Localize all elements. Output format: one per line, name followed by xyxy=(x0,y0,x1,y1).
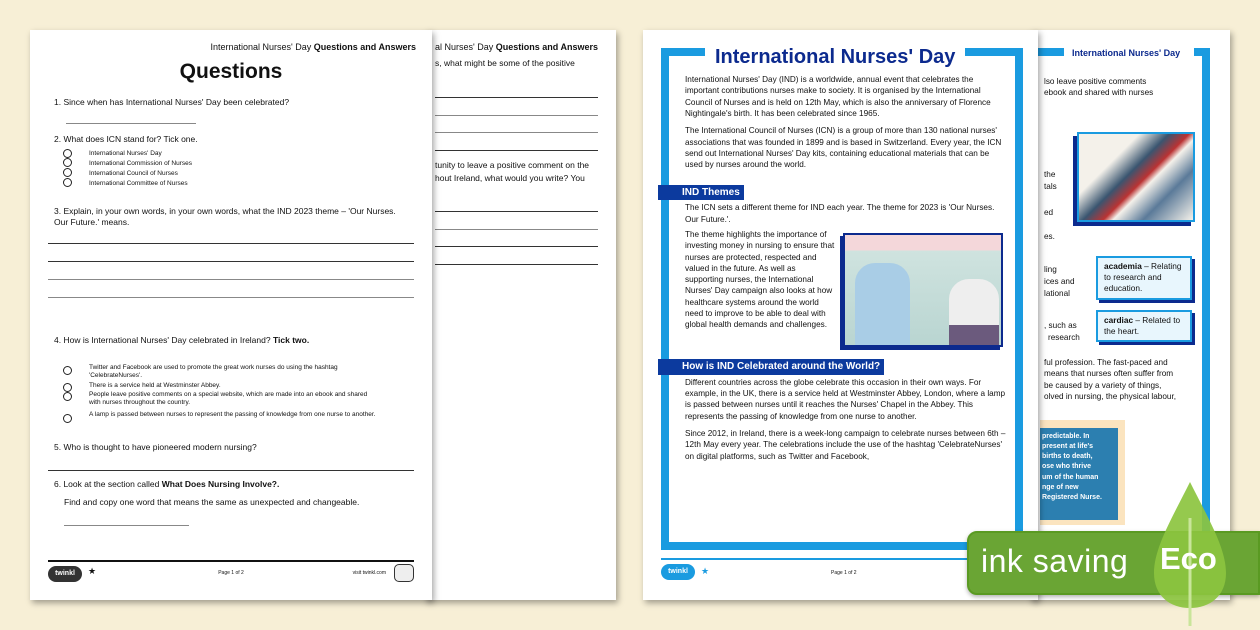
glossary-term: cardiac xyxy=(1104,315,1134,325)
body-text: lso leave positive comments ebook and shared with nurses xyxy=(1044,77,1154,98)
question-text: 4. How is International Nurses' Day celebrated in Ireland? xyxy=(54,335,271,345)
glossary-cardiac xyxy=(1096,310,1192,342)
question-4 xyxy=(54,335,412,346)
option-label: A lamp is passed between nurses to represent the passing of knowledge from one nurse to another. xyxy=(89,411,376,418)
answer-line xyxy=(435,150,598,151)
question-bold: What Does Nursing Involve?. xyxy=(161,479,280,489)
nurse-vaccination-image xyxy=(843,233,1003,347)
option-label: Twitter and Facebook are used to promote the great work nurses do using the hashtag 'CelebrateNurses'. xyxy=(89,364,338,380)
text-fragment: research xyxy=(1048,333,1080,342)
question-6-instruction: Find and copy one word that means the same as unexpected and changeable. xyxy=(64,497,360,507)
section-heading-themes: IND Themes xyxy=(658,185,744,201)
answer-line xyxy=(435,115,598,116)
answer-line xyxy=(48,279,414,280)
radio-option[interactable] xyxy=(63,366,72,375)
radio-option[interactable] xyxy=(63,149,72,158)
radio-option[interactable] xyxy=(63,178,72,187)
glossary-definition: – Related to the heart. xyxy=(1104,315,1181,337)
fact-sheet-content xyxy=(682,74,1007,468)
text-fragment: , such as xyxy=(1044,321,1077,330)
twinkl-logo: twinkl xyxy=(661,564,695,580)
twinkl-logo: twinkl xyxy=(48,566,82,582)
option-label: There is a service held at Westminster Abbey. xyxy=(89,382,221,389)
body-text: ful profession. The fast-paced and means that nurses often suffer from be caused by a variety of things, olved in nursing, the physical labour, xyxy=(1044,358,1176,401)
radio-option[interactable] xyxy=(63,168,72,177)
questions-page-1 xyxy=(30,30,432,600)
header-bold: Questions and Answers xyxy=(495,42,598,52)
patient-figure xyxy=(949,279,999,345)
text-fragment: ling xyxy=(1044,265,1057,274)
page-number: Page 1 of 2 xyxy=(831,570,857,576)
text-fragment: tals xyxy=(1044,182,1057,191)
answer-line xyxy=(435,229,598,230)
answer-line xyxy=(435,211,598,212)
radio-option[interactable] xyxy=(63,383,72,392)
quote-box xyxy=(1040,420,1125,525)
option-label: International Council of Nurses xyxy=(89,170,178,177)
theme-row xyxy=(685,229,1007,347)
header-bold: Questions and Answers xyxy=(313,42,416,52)
answer-line xyxy=(435,246,598,247)
option-label: International Commission of Nurses xyxy=(89,160,192,167)
page-number: Page 1 of 2 xyxy=(218,570,244,576)
header-text: al Nurses' Day xyxy=(435,42,494,52)
badge-label: ink saving xyxy=(981,543,1129,579)
glossary-definition: – Relating to research and education. xyxy=(1104,261,1182,294)
question-2: 2. What does ICN stand for? Tick one. xyxy=(54,134,198,144)
question-5: 5. Who is thought to have pioneered modern nursing? xyxy=(54,442,257,452)
question-text: s, what might be some of the positive xyxy=(435,58,575,68)
text-fragment: ices and xyxy=(1044,277,1075,286)
answer-line xyxy=(435,132,598,133)
question-1: 1. Since when has International Nurses' Day been celebrated? xyxy=(54,97,290,107)
question-text: 6. Look at the section called xyxy=(54,479,160,489)
page-header xyxy=(435,42,598,52)
question-6 xyxy=(54,479,412,490)
nurse-figure xyxy=(855,263,910,345)
text-fragment: lational xyxy=(1044,289,1070,298)
themes-paragraph: The ICN sets a different theme for IND each year. The theme for 2023 is 'Our Nurses. Our Future.'. xyxy=(685,203,995,224)
option-label: People leave positive comments on a special website, which are made into an ebook and shared with nurses throughout the country. xyxy=(89,391,368,407)
radio-option[interactable] xyxy=(63,158,72,167)
radio-option[interactable] xyxy=(63,414,72,423)
radio-option[interactable] xyxy=(63,392,72,401)
text-fragment: es. xyxy=(1044,232,1055,241)
florence-nightingale-image xyxy=(1077,132,1195,222)
site-link[interactable]: visit twinkl.com xyxy=(352,570,386,576)
header-text: International Nurses' Day xyxy=(210,42,312,52)
answer-line xyxy=(48,261,414,262)
theme-detail-paragraph: The theme highlights the importance of investing money in nursing to ensure that nurses are protected, respected and valued in the future. As well as supporting nurses, the International Nurses' Day campaign also looks at how healthcare systems around the world need to improve to be able to deal with global health demands and challenges. xyxy=(685,229,835,330)
page-header xyxy=(211,42,417,52)
icn-paragraph: The International Council of Nurses (ICN) is a group of more than 130 national nurses' associations that was founded in 1899 and is based in Switzerland. Every year, the ICN send out International Nurses' Day kits, containing educational materials that can be used by nurses around the world. xyxy=(685,126,1002,170)
page-title: Questions xyxy=(179,60,283,83)
question-text: tunity to leave a positive comment on the xyxy=(435,160,590,170)
option-label: International Committee of Nurses xyxy=(89,180,188,187)
page-footer xyxy=(48,560,414,582)
text-fragment: ed xyxy=(1044,208,1054,217)
answer-line xyxy=(64,525,189,526)
option-label: International Nurses' Day xyxy=(89,150,162,157)
eco-label: Eco xyxy=(1160,541,1217,576)
glossary-term: academia xyxy=(1104,261,1142,271)
blue-frame-top-left xyxy=(1038,48,1064,56)
section-heading-celebrations: How is IND Celebrated around the World? xyxy=(658,359,884,375)
answer-line xyxy=(48,243,414,244)
star-icon: ★ xyxy=(88,566,97,576)
celebrations-paragraph: Different countries across the globe celebrate this occasion in their own ways. For example, in the UK, there is a service held at Westminster Abbey, London, where a lamp is passed between nurses until it reaches the Nurses' Chapel in the Abbey. This represents the passing of knowledge from one nurse to another. xyxy=(685,377,1006,421)
answer-line xyxy=(48,297,414,298)
questions-page-2 xyxy=(425,30,616,600)
ireland-paragraph: Since 2012, in Ireland, there is a week-long campaign to celebrate nurses between 6th – 12th May every year. The celebrations include the use of the hashtag 'CelebrateNurses' on digital platforms, such as Twitter and Facebook, xyxy=(685,428,1006,461)
answer-line xyxy=(435,97,598,98)
badge-icon xyxy=(394,564,414,582)
quote-text: predictable. In present at life's births to death, ose who thrive um of the human nge of new Registered Nurse. xyxy=(1040,428,1118,520)
question-text: hout Ireland, what would you write? You xyxy=(435,173,585,183)
fact-sheet-page-1 xyxy=(643,30,1038,600)
question-3: 3. Explain, in your own words, in your own words, what the IND 2023 theme – 'Our Nurses. Our Future.' means. xyxy=(54,206,396,228)
question-bold: Tick two. xyxy=(272,335,310,345)
star-icon: ★ xyxy=(701,566,710,576)
page-header: International Nurses' Day xyxy=(1072,48,1181,58)
page-title: International Nurses' Day xyxy=(705,44,965,71)
text-fragment: the xyxy=(1044,170,1056,179)
answer-line xyxy=(48,470,414,471)
answer-line xyxy=(435,264,598,265)
intro-paragraph: International Nurses' Day (IND) is a worldwide, annual event that celebrates the important contributions nurses make to society. It is organised by the International Council of Nurses and is held on 12th May, which is also the anniversary of Florence Nightingale's birth. It has been celebrated since 1965. xyxy=(685,75,991,118)
glossary-academia xyxy=(1096,256,1192,300)
answer-line xyxy=(66,123,196,124)
